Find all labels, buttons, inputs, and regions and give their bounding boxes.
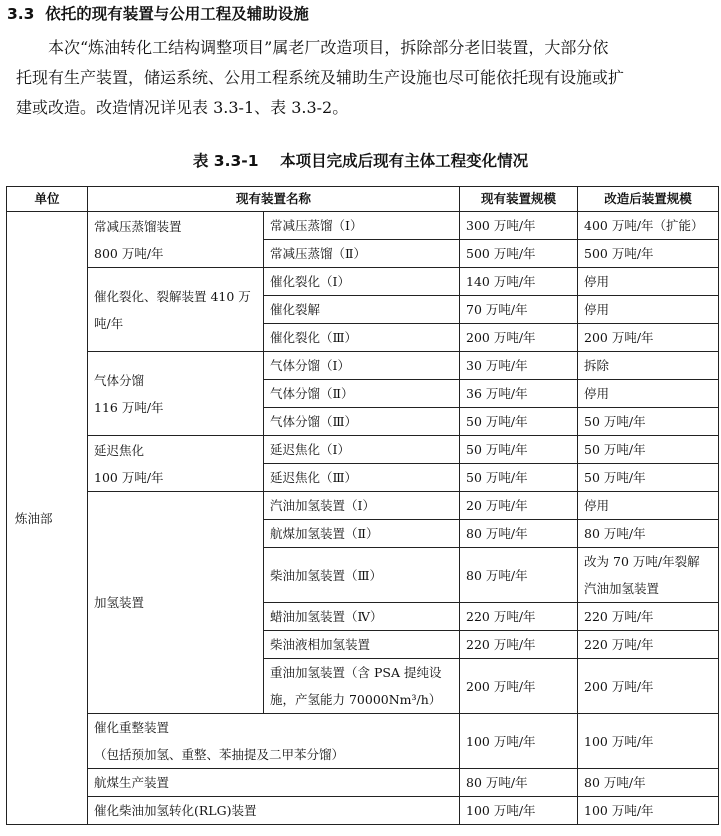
table-row [7,714,719,769]
after-scale-line: 80 万吨/年 [584,526,646,541]
table-header-row [7,187,719,212]
after-scale-line: 50 万吨/年 [584,470,646,485]
unit-group-name [88,436,264,492]
after-scale [578,408,719,436]
sub-unit-name [264,492,460,520]
after-scale [578,520,719,548]
after-scale [578,548,719,603]
current-scale: 200 万吨/年 [460,324,578,352]
unit-group-name-line: 加氢装置 [94,595,145,610]
after-scale-line: 改为 70 万吨/年裂解 [584,554,700,569]
unit-name [88,769,460,797]
sub-unit-name-line: 航煤加氢装置（Ⅱ） [270,526,379,541]
table-row [7,797,719,825]
current-scale: 300 万吨/年 [460,212,578,240]
table-body [7,212,719,825]
after-scale [578,603,719,631]
current-scale: 80 万吨/年 [460,548,578,603]
sub-unit-name-line: 汽油加氢装置（Ⅰ） [270,498,375,513]
unit-name [88,714,460,769]
current-scale: 50 万吨/年 [460,464,578,492]
after-scale-line: 汽油加氢装置 [584,581,660,596]
current-scale: 50 万吨/年 [460,408,578,436]
table-row [7,268,719,296]
sub-unit-name [264,240,460,268]
table-row [7,436,719,464]
sub-unit-name-line: 气体分馏（Ⅲ） [270,414,358,429]
unit-group-name-line: 116 万吨/年 [94,399,164,415]
sub-unit-name-line: 气体分馏（Ⅰ） [270,358,350,373]
table-row [7,212,719,240]
paragraph-line: 建或改造。改造情况详见表 3.3-1、表 3.3-2。 [16,98,349,117]
sub-unit-name-line: 催化裂解 [270,302,321,317]
current-scale: 80 万吨/年 [460,520,578,548]
current-scale: 30 万吨/年 [460,352,578,380]
table-caption [0,149,721,173]
unit-name-line: 航煤生产装置 [94,775,170,790]
table-row [7,352,719,380]
after-scale-line: 停用 [584,498,610,513]
after-scale [578,659,719,714]
header-name: 现有装置名称 [88,187,460,212]
sub-unit-name [264,603,460,631]
sub-unit-name-line: 气体分馏（Ⅱ） [270,386,354,401]
after-scale [578,436,719,464]
after-scale [578,324,719,352]
after-scale-line: 停用 [584,274,610,289]
header-unit: 单位 [7,187,88,212]
sub-unit-name [264,408,460,436]
sub-unit-name [264,268,460,296]
after-scale-line: 220 万吨/年 [584,637,654,652]
after-scale: 80 万吨/年 [578,769,719,797]
unit-name [88,797,460,825]
sub-unit-name [264,464,460,492]
unit-group-name [88,268,264,352]
unit-group-name-line: 气体分馏 [94,372,145,388]
after-scale-line: 200 万吨/年 [584,678,654,694]
unit-group-name-line: 常减压蒸馏装置 [94,218,182,234]
unit-group-name-line: 800 万吨/年 [94,245,164,261]
unit-group-name [88,492,264,714]
after-scale [578,492,719,520]
unit-group-name-line: 100 万吨/年 [94,469,164,485]
paragraph-line: 本次“炼油转化工结构调整项目”属老厂改造项目，拆除部分老旧装置，大部分依 [48,38,609,57]
department-cell: 炼油部 [7,212,88,825]
sub-unit-name [264,548,460,603]
after-scale [578,268,719,296]
unit-group-name [88,352,264,436]
sub-unit-name [264,380,460,408]
sub-unit-name-line: 延迟焦化（Ⅲ） [270,470,358,485]
after-scale-line: 400 万吨/年（扩能） [584,218,704,233]
after-scale-line: 停用 [584,302,610,317]
sub-unit-name-line: 重油加氢装置（含 PSA 提纯设 [270,665,442,680]
after-scale-line: 拆除 [584,358,610,373]
unit-name-line: 催化重整装置 [94,720,170,735]
current-scale: 220 万吨/年 [460,603,578,631]
current-scale: 20 万吨/年 [460,492,578,520]
after-scale [578,352,719,380]
current-scale: 500 万吨/年 [460,240,578,268]
unit-name-line: （包括预加氢、重整、苯抽提及二甲苯分馏） [94,747,345,762]
sub-unit-name-line: 催化裂化（Ⅰ） [270,274,350,289]
body-paragraph [16,33,714,123]
current-scale: 220 万吨/年 [460,631,578,659]
sub-unit-name [264,212,460,240]
after-scale: 100 万吨/年 [578,797,719,825]
after-scale [578,464,719,492]
after-scale [578,380,719,408]
unit-group-name-line: 催化裂化、裂解装置 410 万 [94,288,251,304]
current-scale: 100 万吨/年 [460,714,578,769]
section-heading [7,2,309,26]
unit-group-name-line: 吨/年 [94,315,124,331]
header-after: 改造后装置规模 [578,187,719,212]
sub-unit-name [264,296,460,324]
sub-unit-name [264,324,460,352]
current-scale: 36 万吨/年 [460,380,578,408]
unit-group-name [88,212,264,268]
sub-unit-name-line: 柴油加氢装置（Ⅲ） [270,567,383,583]
sub-unit-name [264,520,460,548]
current-scale: 100 万吨/年 [460,797,578,825]
unit-group-name-line: 延迟焦化 [94,442,145,458]
current-scale: 80 万吨/年 [460,769,578,797]
sub-unit-name [264,352,460,380]
after-scale [578,212,719,240]
sub-unit-name-line: 施，产氢能力 70000Nm³/h） [270,692,442,707]
after-scale-line: 停用 [584,386,610,401]
header-scale: 现有装置规模 [460,187,578,212]
table-row [7,769,719,797]
sub-unit-name-line: 常减压蒸馏（Ⅱ） [270,246,366,261]
after-scale [578,296,719,324]
after-scale [578,240,719,268]
sub-unit-name-line: 催化裂化（Ⅲ） [270,330,358,345]
unit-name-line: 催化柴油加氢转化(RLG)装置 [94,803,257,818]
after-scale-line: 50 万吨/年 [584,442,646,457]
current-scale: 70 万吨/年 [460,296,578,324]
after-scale-line: 200 万吨/年 [584,330,654,345]
paragraph-line: 托现有生产装置，储运系统、公用工程系统及辅助生产设施也尽可能依托现有设施或扩 [16,68,625,87]
table-title: 本项目完成后现有主体工程变化情况 [280,152,529,170]
after-scale-line: 50 万吨/年 [584,414,646,429]
sub-unit-name-line: 柴油液相加氢装置 [270,637,371,652]
current-scale: 50 万吨/年 [460,436,578,464]
table-number: 表 3.3-1 [192,152,259,170]
table-row [7,492,719,520]
after-scale-line: 220 万吨/年 [584,609,654,624]
sub-unit-name-line: 延迟焦化（Ⅰ） [270,442,350,457]
equipment-table [6,186,719,825]
sub-unit-name-line: 蜡油加氢装置（Ⅳ） [270,609,383,624]
sub-unit-name-line: 常减压蒸馏（Ⅰ） [270,218,363,233]
current-scale: 140 万吨/年 [460,268,578,296]
sub-unit-name [264,436,460,464]
after-scale-line: 500 万吨/年 [584,246,654,261]
section-title: 依托的现有装置与公用工程及辅助设施 [45,5,309,23]
sub-unit-name [264,659,460,714]
current-scale: 200 万吨/年 [460,659,578,714]
after-scale: 100 万吨/年 [578,714,719,769]
sub-unit-name [264,631,460,659]
section-number: 3.3 [7,5,35,23]
after-scale [578,631,719,659]
